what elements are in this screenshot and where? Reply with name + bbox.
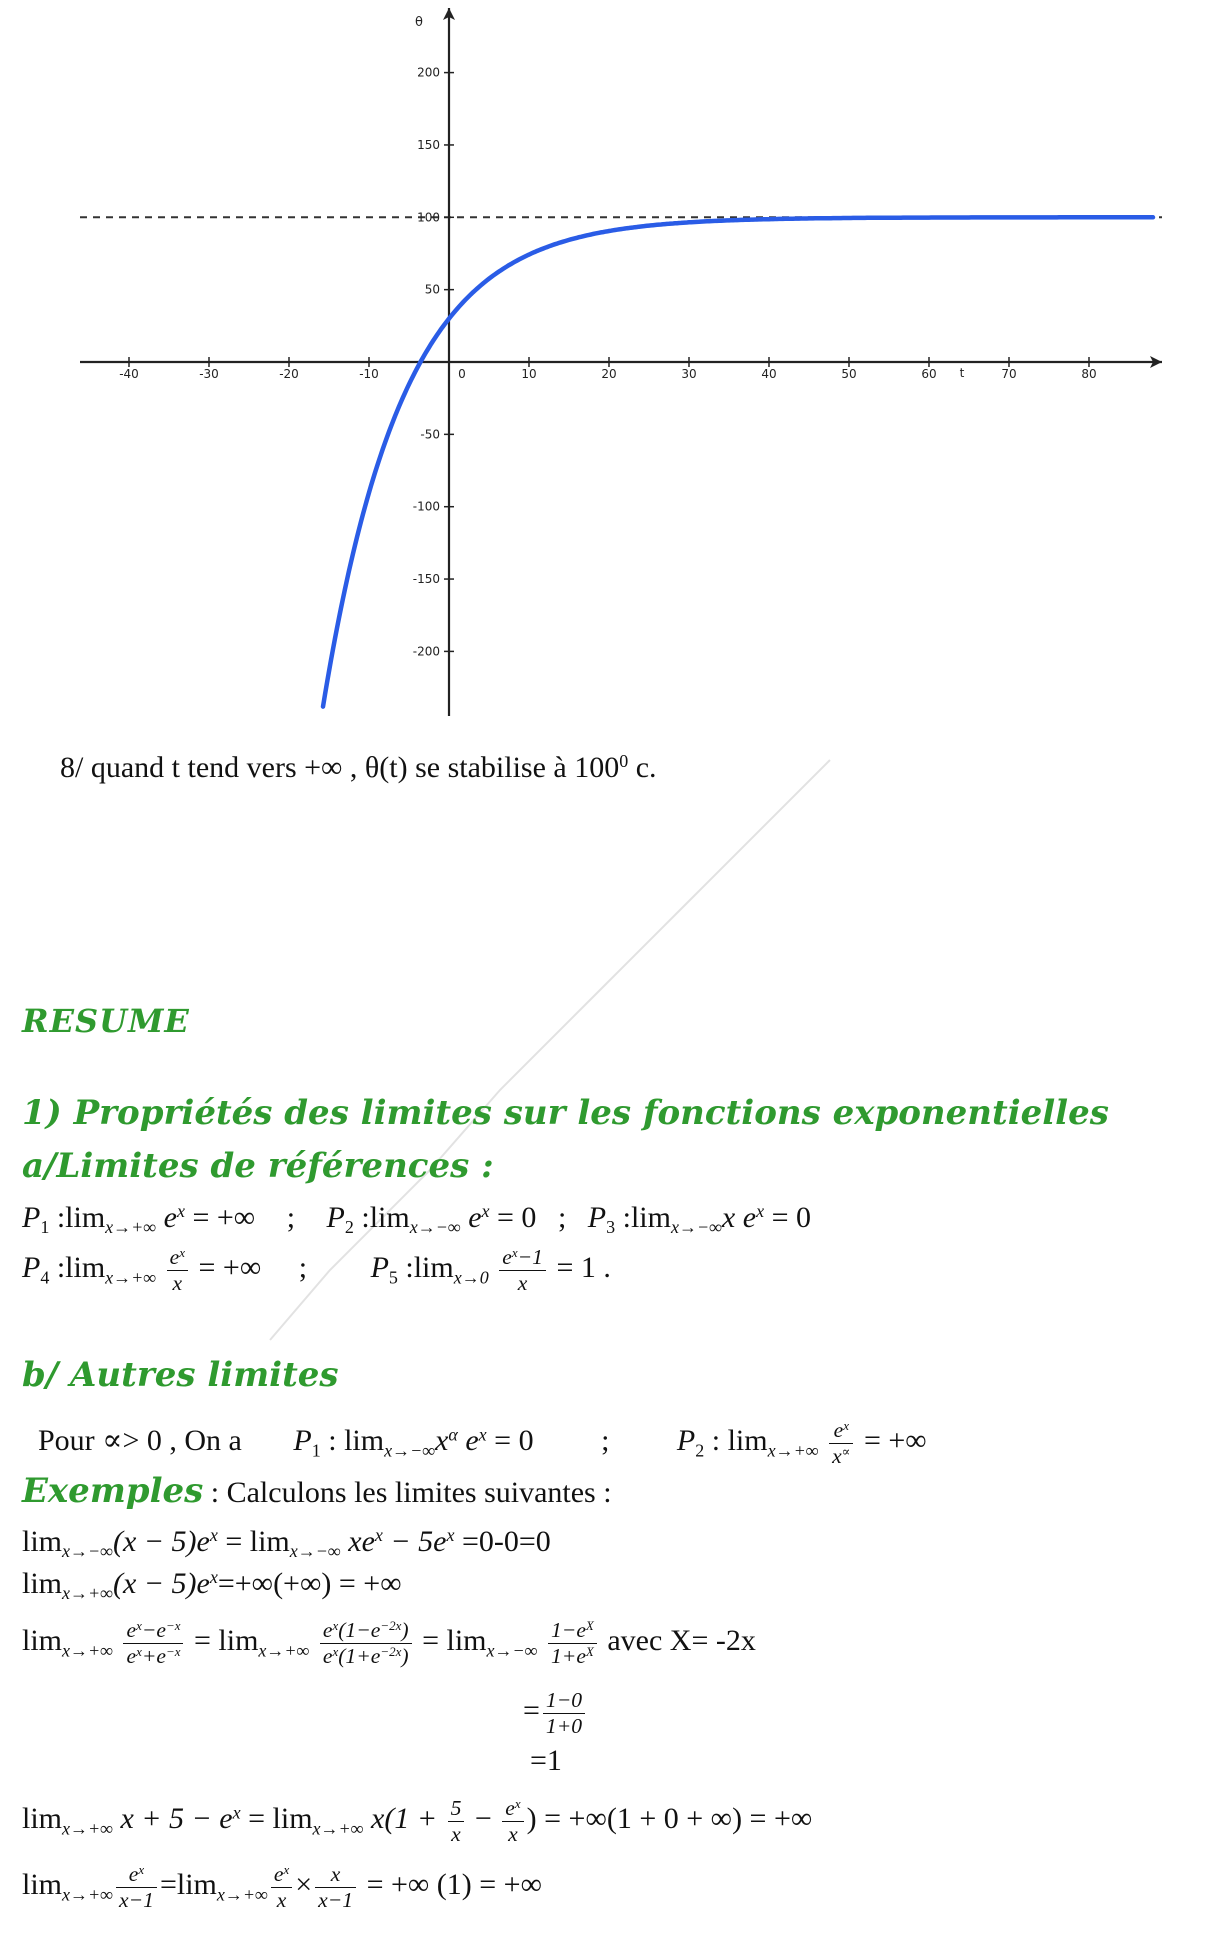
example-row-3: $\lim_{x\to+\infty}$ $\frac{e^x-e^{-x}}{e^x+e^{-x}}$ = $\lim_{x\to+\infty}$ $\frac{e^x(1-e^{-2x})}{e^x(1+e^{-2x})}$ = $\lim_{x\to-\infty}$ $\frac{1-e^X}{1+e^X}$ avec X= -2x	[22, 1617, 756, 1668]
x-tick-label: 0	[458, 367, 466, 381]
conclusion-text: 8/ quand t tend vers +∞ , θ(t) se stabilise à $100^0$ c.	[60, 750, 657, 784]
example-row-3-step: = $\frac{1-0}{1+0}$	[523, 1688, 588, 1739]
x-tick-label: -20	[279, 367, 299, 381]
x-tick-label: 80	[1081, 367, 1097, 381]
alpha-limits-line: Pour ∝> 0 , On a $P_1$ : $\lim_{x\to-\infty}x^\alpha$ $e^x = 0$ ; $P_2$ : $\lim_{x\to+\infty}$ $\frac{e^x}{x^\propto}$ = +∞	[38, 1417, 927, 1468]
example-row-2: $\lim_{x\to+\infty}(x - 5)e^x=+\infty(+\infty)$ = +∞	[22, 1566, 402, 1604]
y-tick-label: -200	[412, 644, 440, 659]
x-tick-label: 60	[921, 367, 937, 381]
y-tick-label: 200	[417, 65, 440, 80]
x-tick-label: 50	[841, 367, 857, 381]
y-tick-label: -50	[420, 427, 440, 442]
theta-graph	[0, 0, 1205, 730]
x-tick-label: 20	[601, 367, 617, 381]
x-tick-label: 40	[761, 367, 777, 381]
y-tick-label: 50	[424, 282, 440, 297]
y-tick-label: -100	[412, 499, 440, 514]
section-title: 1) Propriétés des limites sur les fonctions exponentielles	[22, 1093, 1109, 1133]
resume-title: RESUME	[22, 1002, 190, 1040]
x-tick-label: -10	[359, 367, 379, 381]
example-row-5: $\lim_{x\to+\infty}$ $\frac{e^x}{x-1}$ $=\lim_{x\to+\infty}$ $\frac{e^x}{x}$ × $\frac{x}{x-1}$ = +∞ (1) = +∞	[22, 1861, 542, 1912]
theta-curve	[323, 217, 1153, 706]
axes-layer	[80, 8, 1162, 716]
subsection-title-b: b/ Autres limites	[22, 1355, 339, 1395]
subsection-title: a/Limites de références :	[22, 1146, 494, 1186]
x-tick-label: 10	[521, 367, 537, 381]
x-tick-label: -40	[119, 367, 139, 381]
y-axis-label: θ	[415, 15, 423, 30]
x-tick-label: 70	[1001, 367, 1017, 381]
example-row-1: $\lim_{x\to-\infty}(x - 5)e^x = \lim_{x\to-\infty} xe^x - 5e^x =0-0=0$	[22, 1524, 551, 1562]
y-tick-label: 100	[417, 210, 440, 225]
x-axis-label: t	[959, 366, 965, 380]
property-line-1: $P_1$ $:\lim_{x\to+\infty}$ $e^x$ = +∞ ; $P_2$ $:\lim_{x\to-\infty}$ $e^x = 0$ ; $P_3$ $:\lim_{x\to-\infty}x$ $e^x = 0$	[22, 1200, 811, 1238]
example-row-4: $\lim_{x\to+\infty} x + 5 - e^x = \lim_{x\to+\infty} x(1$ + $\frac{5}{x}$ − $\frac{e^x}{x}$ ) = +∞(1 + 0 + ∞) = +∞	[22, 1795, 813, 1846]
property-line-2: $P_4$ $:\lim_{x\to+\infty}$ $\frac{e^x}{x}$ = +∞ ; $P_5$ $:\lim_{x\to 0}$ $\frac{e^x-1}{x}$ = 1 .	[22, 1244, 611, 1295]
examples-heading: Exemples : Calculons les limites suivantes :	[22, 1471, 612, 1511]
x-tick-label: 30	[681, 367, 697, 381]
example-row-3-result: =1	[530, 1744, 562, 1777]
y-tick-label: -150	[412, 572, 440, 587]
x-tick-label: -30	[199, 367, 219, 381]
y-tick-label: 150	[417, 137, 440, 152]
